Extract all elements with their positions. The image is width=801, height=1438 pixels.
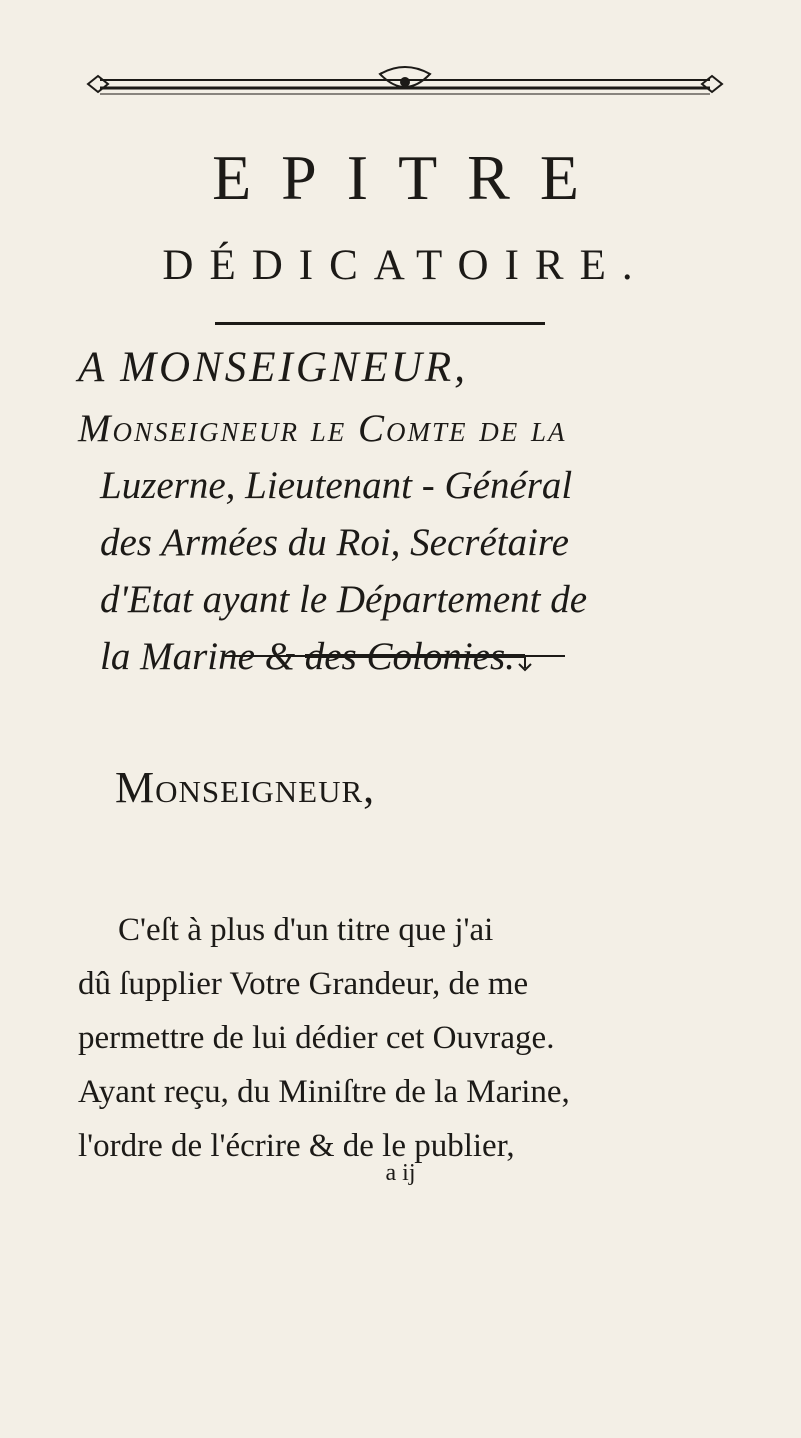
ornamental-headband	[80, 60, 730, 110]
heading-dedicatoire: DÉDICATOIRE.	[162, 242, 649, 289]
heading-epitre: EPITRE	[212, 142, 609, 213]
body-line: C'eſt à plus d'un titre que j'ai	[118, 912, 494, 948]
addressee-line: des Armées du Roi, Secrétaire	[100, 521, 569, 564]
dedication-to: A MONSEIGNEUR,	[78, 344, 468, 391]
body-paragraph	[78, 903, 728, 1173]
addressee-line: Luzerne, Lieutenant - Général	[100, 464, 573, 507]
salutation: Monseigneur,	[115, 763, 376, 812]
divider-rule	[215, 322, 545, 325]
body-line: permettre de lui dédier cet Ouvrage.	[78, 1020, 555, 1056]
signature-mark: a ij	[385, 1160, 416, 1186]
addressee-block	[78, 400, 738, 685]
addressee-line: Monseigneur le Comte de la	[78, 407, 567, 450]
addressee-line: la Marine & des Colonies.	[100, 635, 515, 678]
body-line: Ayant reçu, du Miniſtre de la Marine,	[78, 1074, 570, 1110]
divider-ornament	[225, 650, 565, 672]
body-line: l'ordre de l'écrire & de le publier,	[78, 1128, 515, 1164]
body-line: dû ſupplier Votre Grandeur, de me	[78, 966, 529, 1002]
addressee-line: d'Etat ayant le Département de	[100, 578, 588, 621]
